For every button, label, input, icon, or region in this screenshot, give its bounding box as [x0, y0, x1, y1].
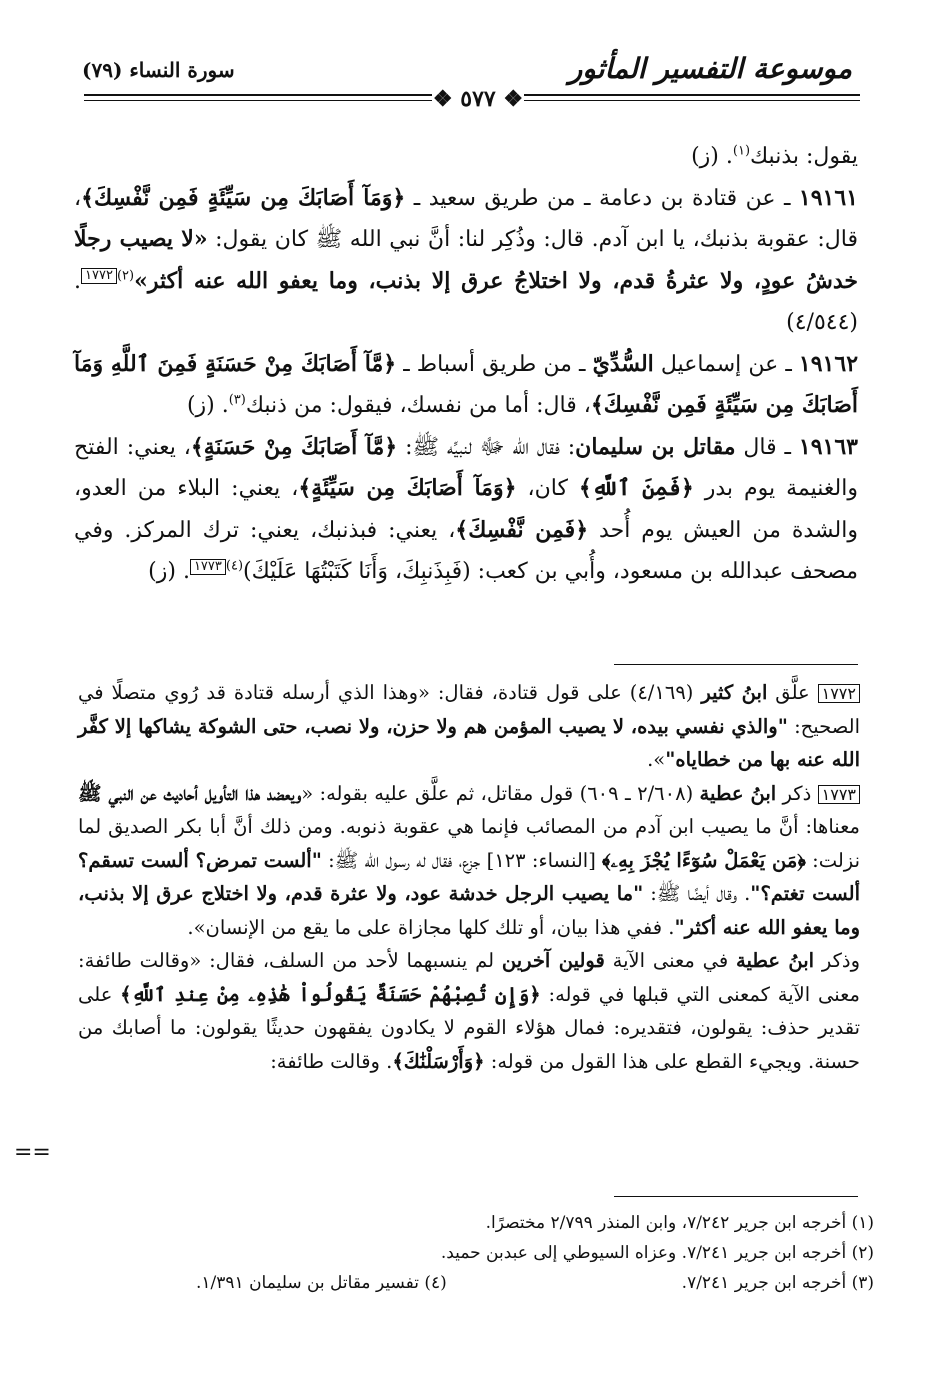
commentary [78, 676, 860, 1078]
entry-number: ١٩١٦٣ [798, 433, 858, 460]
commentary-1773: ١٧٧٣ ذكر ابنُ عطية (٢/٦٠٨ ـ ٦٠٩) قول مقاتل، ثم علَّق عليه بقوله: «ويعضد هذا التأويل أحاديث عن النبي ﷺ معناها: أنَّ ما يصيب ابن آدم من المصائب فإنما هي عقوبة ذنوبه. ومن ذلك أنَّ أبا بكر الصديق لما نزلت: ﴿مَن يَعْمَلْ سُوٓءًا يُجْزَ بِهِۦ﴾ [النساء: ١٢٣] جزع، فقال له رسول الله ﷺ: "ألست تمرض؟ ألست تسقم؟ ألست تغتم؟". وقال أيضًا ﷺ: "ما يصيب الرجل خدشة عود، ولا عثرة قدم، ولا اختلاج عرق إلا بذنب، وما يعفو الله عنه أكثر". ففي هذا بيان، أو تلك كلها مجازاة على ما يقع من الإنسان». [78, 781, 860, 939]
entry-number: ١٩١٦١ [798, 184, 858, 211]
commentary-box: ١٧٧٣ [818, 785, 860, 804]
entry-19161: ١٩١٦١ ـ عن قتادة بن دعامة ـ من طريق سعيد ـ ﴿وَمَآ أَصَابَكَ مِن سَيِّئَةٍ فَمِن نَّفْسِكَ﴾، قال: عقوبة بذنبك، يا ابن آدم. قال: وذُكِر لنا: أنَّ نبي الله ﷺ كان يقول: «لا يصيب رجلًا خدشُ عودٍ، ولا عثرةُ قدم، ولا اختلاجُ عرق إلا بذنب، وما يعفو الله عنه أكثر»$^{(٢)}$١٧٧٢. (٤/٥٤٤) [74, 184, 858, 335]
commentary-two-views: وذكر ابنُ عطية في معنى الآية قولين آخرين لم ينسبهما لأحد من السلف، فقال: «وقالت طائفة: معنى الآية كمعنى التي قبلها في قوله: ﴿وَإِن تُصِبْهُمْ حَسَنَةٌ يَقُولُواْ هَٰذِهِۦ مِنْ عِندِ ٱللَّهِ﴾ على تقدير حذف: يقولون، فتقديره: فمال هؤلاء القوم لا يكادون يفقهون حديثًا يقولون: ما أصابك من حسنة. ويجيء القطع على هذا القول من قوله: ﴿وَأَرْسَلْنَٰكَ﴾. وقالت طائفة: [78, 949, 861, 1073]
entry-19163: ١٩١٦٣ ـ قال مقاتل بن سليمان: فقال الله ﷻ لنبيِّه ﷺ: ﴿مَّآ أَصَابَكَ مِنْ حَسَنَةٍ﴾، يعني: الفتح والغنيمة يوم بدر ﴿فَمِنَ ٱللَّهِ﴾ كان، ﴿وَمَآ أَصَابَكَ مِن سَيِّئَةٍ﴾، يعني: البلاء من العدو، والشدة من العيش يوم أُحد ﴿فَمِن نَّفْسِكَ﴾، يعني: فبذنبك، يعني: ترك المركز. وفي مصحف عبدالله بن مسعود، وأُبي بن كعب: (فَبِذَنبِكَ، وَأَنَا كَتَبْتُهَا عَلَيْكَ)$^{(٤)}$١٧٧٣. (ز) [74, 433, 858, 584]
surah-title: سورة النساء (٧٩) [82, 58, 235, 82]
book-title: موسوعة التفسير المأثور [568, 52, 852, 85]
main-text [74, 136, 858, 593]
commentary-ref-box: ١٧٧٢ [81, 268, 117, 284]
hadith-quote: «لا يصيب رجلًا خدشُ عودٍ، ولا عثرةُ قدم، ولا اختلاجُ عرق إلا بذنب، وما يعفو الله عنه أكثر» [74, 226, 858, 294]
intro-line: يقول: بذنبك$^{(١)}$. (ز) [691, 143, 858, 169]
footnote: (٤) تفسير مقاتل بن سليمان ١/٣٩١. [196, 1273, 447, 1293]
separator [614, 664, 858, 665]
commentary-box: ١٧٧٢ [818, 684, 860, 703]
footnote: (٢) أخرجه ابن جرير ٧/٢٤١. وعزاه السيوطي إلى عبدبن حميد. [440, 1243, 874, 1263]
quran-quote: ﴿مَّآ أَصَابَكَ مِنْ حَسَنَةٍ فَمِنَ ٱللَّهِ وَمَآ أَصَابَكَ مِن سَيِّئَةٍ فَمِن نَّفْسِكَ﴾ [74, 350, 858, 418]
commentary-1772: ١٧٧٢ علَّق ابنُ كثير (٤/١٦٩) على قول قتادة، فقال: «وهذا الذي أرسله قتادة قد رُوي متصلًا في الصحيح: "والذي نفسي بيده، لا يصيب المؤمن هم ولا حزن، ولا نصب، حتى الشوكة يشاكها إلا كفَّر الله عنه بها من خطاياه"». [78, 681, 860, 771]
footnotes [84, 1208, 874, 1298]
footnote: (١) أخرجه ابن جرير ٧/٢٤٢، وابن المنذر ٢/٧٩٩ مختصرًا. [485, 1213, 874, 1233]
separator [614, 1196, 858, 1197]
footnote: (٣) أخرجه ابن جرير ٧/٢٤١. [681, 1273, 874, 1293]
entry-number: ١٩١٦٢ [798, 350, 859, 377]
page-number: ❖ ٥٧٧ ❖ [432, 86, 524, 112]
continuation-mark: == [14, 1140, 51, 1165]
entry-19162: ١٩١٦٢ ـ عن إسماعيل السُّدِّيّ ـ من طريق أسباط ـ ﴿مَّآ أَصَابَكَ مِنْ حَسَنَةٍ فَمِنَ ٱللَّهِ وَمَآ أَصَابَكَ مِن سَيِّئَةٍ فَمِن نَّفْسِكَ﴾، قال: أما من نفسك، فيقول: من ذنبك$^{(٣)}$. (ز) [74, 350, 859, 418]
commentary-ref-box: ١٧٧٣ [190, 559, 226, 575]
quran-quote: ﴿وَمَآ أَصَابَكَ مِن سَيِّئَةٍ فَمِن نَّفْسِكَ﴾ [81, 184, 406, 211]
